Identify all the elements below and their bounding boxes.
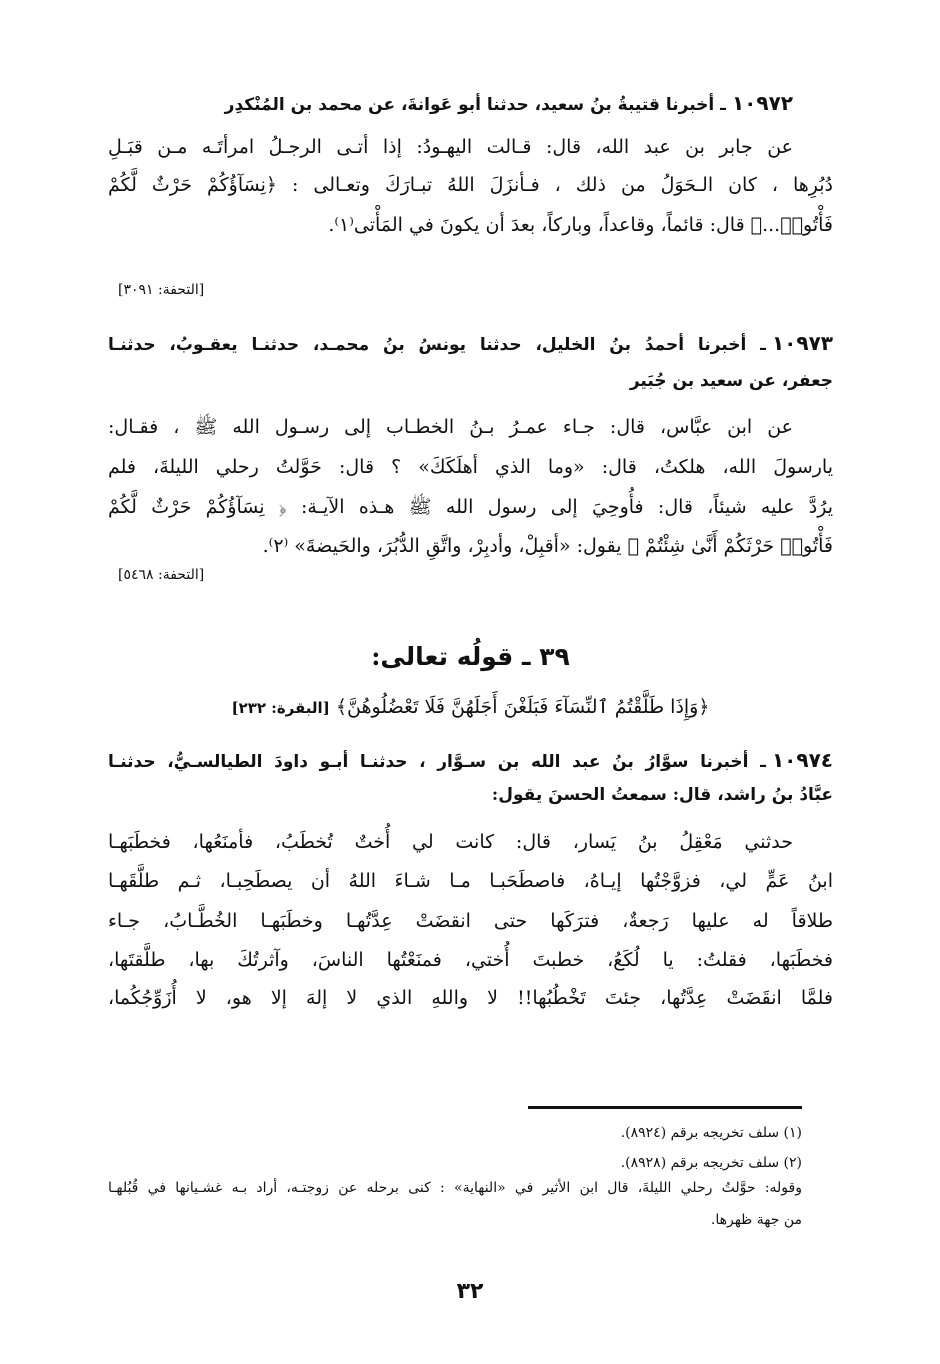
hadith-number: ١٠٩٧٤ [771, 748, 833, 772]
isnad-text: عبَّادُ بنُ راشد، قال: سمعتُ الحسنَ يقول: [491, 785, 833, 805]
footnote-2: (٢) سلف تخريجه برقم (٨٩٢٨). [620, 1155, 802, 1171]
tuhfa-reference: [التحفة: ٥٤٦٨] [118, 567, 205, 583]
hadith-10973-isnad [108, 328, 833, 360]
hadith-text-line: طلاقاً له عليها رَجعةٌ، فترَكَها حتى انقضَتْ عِدَّتُهـا وخطَبَهـا الخُطَّـابُ، جـاء [108, 910, 833, 932]
footnote-2-note-cont: من جهة ظهرها. [710, 1212, 802, 1228]
footnote-divider [528, 1106, 802, 1109]
hadith-text-line: فخطَبَها، فقلتُ: يا لُكَعُ، خطبتَ أُختي، فمنَعْتُها الناسَ، وآثرتُكَ بها، طلَّقتَها، [108, 949, 833, 971]
hadith-text-line: يارسولَ الله، هلكتُ، قال: «وما الذي أهلَكَكَ» ؟ قال: حَوَّلتُ رحلي الليلةَ، فلم [108, 456, 833, 478]
tuhfa-reference: [التحفة: ٣٠٩١] [118, 282, 205, 298]
hadith-text-line: فَأْتُوا۟ حَرْثَكُمْ أَنَّىٰ شِئْتُمْ ﴾ يقول: «أقبِلْ، وأدبِرْ، واتَّقِ الدُّبُرَ، والحَيضةَ» ⁽٢⁾. [262, 535, 833, 557]
chapter-heading: ٣٩ ـ قولُه تعالى: [371, 642, 570, 671]
page-number: ٣٢ [456, 1278, 484, 1304]
hadith-number: ١٠٩٧٢ [731, 91, 793, 115]
hadith-text-line: ابنُ عَمٍّ لي، فزوَّجْتُها إيـاهُ، فاصطَحَبـا مـا شـاءَ اللهُ أن يصطَحِبـا، ثـم طلَّقَهـا [108, 870, 833, 892]
footnote-2-note: وقوله: حوَّلتُ رحلي الليلةَ، قال ابن الأثير في «النهاية» : كنى برحله عن زوجتـه، أراد بـه غشـيانها في قُبُلهـا [108, 1180, 802, 1196]
hadith-text-line: دُبُرِها ، كان الـحَوَلُ من ذلك ، فـأنزَلَ اللهُ تبـارَكَ وتعـالى : ﴿نِسَآؤُكُمْ حَرْثٌ لَّكُمْ [108, 174, 833, 196]
hadith-text-line: حدثني مَعْقِلُ بنُ يَسار، قال: كانت لي أُختٌ تُخطَبُ، فأمنَعُها، فخطَبَهـا [108, 831, 793, 853]
hadith-number: ١٠٩٧٣ [771, 331, 833, 355]
verse-reference: [البقرة: ٢٣٢] [231, 699, 330, 717]
hadith-text-line: فَأْتُوا۟...﴾ قال: قائماً، وقاعداً، وباركاً، بعدَ أن يكونَ في المَأْتى⁽١⁾. [328, 214, 833, 236]
isnad-text: ـ أخبرنا سوَّارُ بنُ عبد الله بن سـوَّار ، حدثنـا أبـو داودَ الطيالسـيُّ، حدثنـا [108, 752, 766, 772]
hadith-text-line: عن جابر بن عبد الله، قال: قـالت اليهـودُ: إذا أتـى الرجـلُ امرأتَـه مـن قبَـلِ [108, 136, 793, 158]
hadith-10972-isnad [108, 88, 833, 120]
footnote-1: (١) سلف تخريجه برقم (٨٩٢٤). [620, 1125, 802, 1141]
quran-verse: ﴿وَإِذَا طَلَّقْتُمُ ٱلنِّسَآءَ فَبَلَغْنَ أَجَلَهُنَّ فَلَا تَعْضُلُوهُنَّ﴾ [335, 696, 710, 718]
hadith-text-line: عن ابن عبَّاس، قال: جـاء عمـرُ بـنُ الخطـاب إلى رسـول الله ﷺ ، فقـال: [108, 416, 793, 438]
isnad-text: ـ أخبرنا قتيبةُ بنُ سعيد، حدثنا أبو عَوانةَ، عن محمد بن المُنْكدِر [224, 95, 726, 115]
hadith-10974-isnad [108, 745, 833, 777]
chapter-verse [108, 696, 833, 718]
isnad-text: جعفر، عن سعيد بن جُبَير [629, 371, 833, 391]
isnad-text: ـ أخبرنا أحمدُ بنُ الخليل، حدثنا يونسُ بنُ محمـد، حدثنـا يعقـوبُ، حدثنـا [108, 335, 766, 355]
hadith-text-line: يرُدَّ عليه شيئاً، قال: فأُوحِيَ إلى رسول الله ﷺ هـذه الآيـة: ﴿ نِسَآؤُكُمْ حَرْثٌ لَّكُمْ [108, 496, 833, 518]
hadith-text-line: فلمَّا انقَضَتْ عِدَّتُها، جئتَ تَخْطُبُها!! لا واللهِ الذي لا إلهَ إلا هو، لا أُزَوِّجُكُما، [108, 987, 833, 1009]
